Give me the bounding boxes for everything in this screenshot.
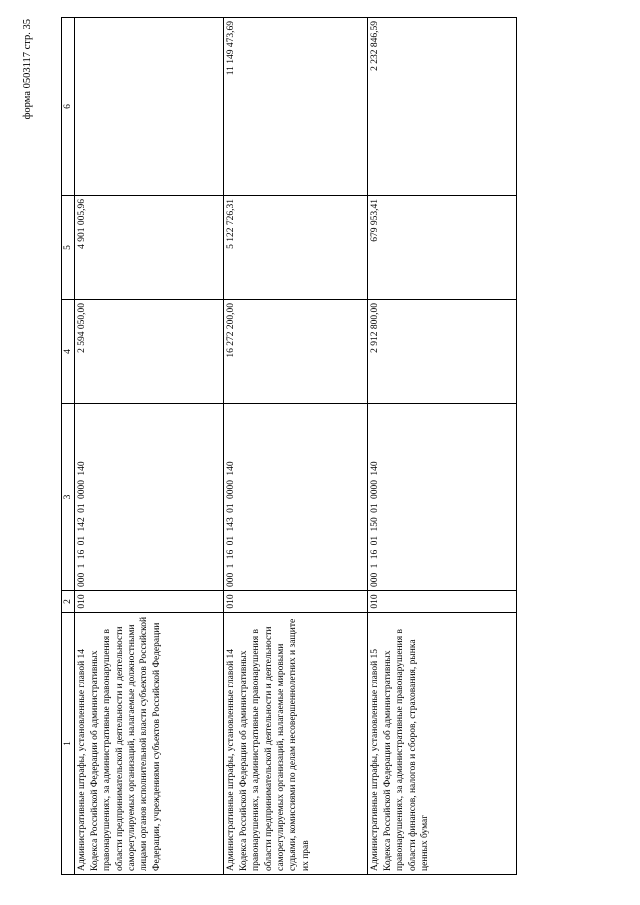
- table-row: [368, 18, 517, 875]
- column-header-3: 3: [62, 404, 75, 591]
- income-name: Административные штрафы, установленные главой 14 Кодекса Российской Федерации об административных правонарушениях, за административные правонарушения в области предпринимательской деятельности и деятельности саморегулируемых организаций, налагаемые мировыми судьями, комиссиями по делам несовершеннолетних и защите их прав: [224, 613, 368, 875]
- table-row: [75, 18, 224, 875]
- line-code: 010: [224, 591, 368, 613]
- column-header-6: 6: [62, 18, 75, 196]
- budget-code: 000 1 16 01 143 01 0000 140: [224, 404, 368, 591]
- budget-code: 000 1 16 01 142 01 0000 140: [75, 404, 224, 591]
- line-code: 010: [368, 591, 517, 613]
- income-name: Административные штрафы, установленные главой 14 Кодекса Российской Федерации об административных правонарушениях, за административные правонарушения в области предпринимательской деятельности и деятельности саморегулируемых организаций, налагаемые должностными лицами органов исполнительной власти субъектов Российской Федерации, учреждениями субъектов Российской Федерации: [75, 613, 224, 875]
- header-row: [62, 18, 75, 875]
- approved-amount: 16 272 200,00: [224, 300, 368, 404]
- line-code: 010: [75, 591, 224, 613]
- column-header-4: 4: [62, 300, 75, 404]
- executed-amount: 5 122 726,31: [224, 196, 368, 300]
- column-header-2: 2: [62, 591, 75, 613]
- column-header-1: 1: [62, 613, 75, 875]
- column-header-5: 5: [62, 196, 75, 300]
- income-name: Административные штрафы, установленные главой 15 Кодекса Российской Федерации об административных правонарушениях, за административные правонарушения в области финансов, налогов и сборов, страхования, рынка ценных бумаг: [368, 613, 517, 875]
- not-executed-amount: [75, 18, 224, 196]
- not-executed-amount: 2 232 846,59: [368, 18, 517, 196]
- report-table: [61, 17, 517, 875]
- executed-amount: 679 953,41: [368, 196, 517, 300]
- approved-amount: 2 912 800,00: [368, 300, 517, 404]
- budget-code: 000 1 16 01 150 01 0000 140: [368, 404, 517, 591]
- approved-amount: 2 594 050,00: [75, 300, 224, 404]
- form-note: форма 0503117 стр. 35: [22, 19, 33, 120]
- executed-amount: 4 901 005,96: [75, 196, 224, 300]
- table-row: [224, 18, 368, 875]
- not-executed-amount: 11 149 473,69: [224, 18, 368, 196]
